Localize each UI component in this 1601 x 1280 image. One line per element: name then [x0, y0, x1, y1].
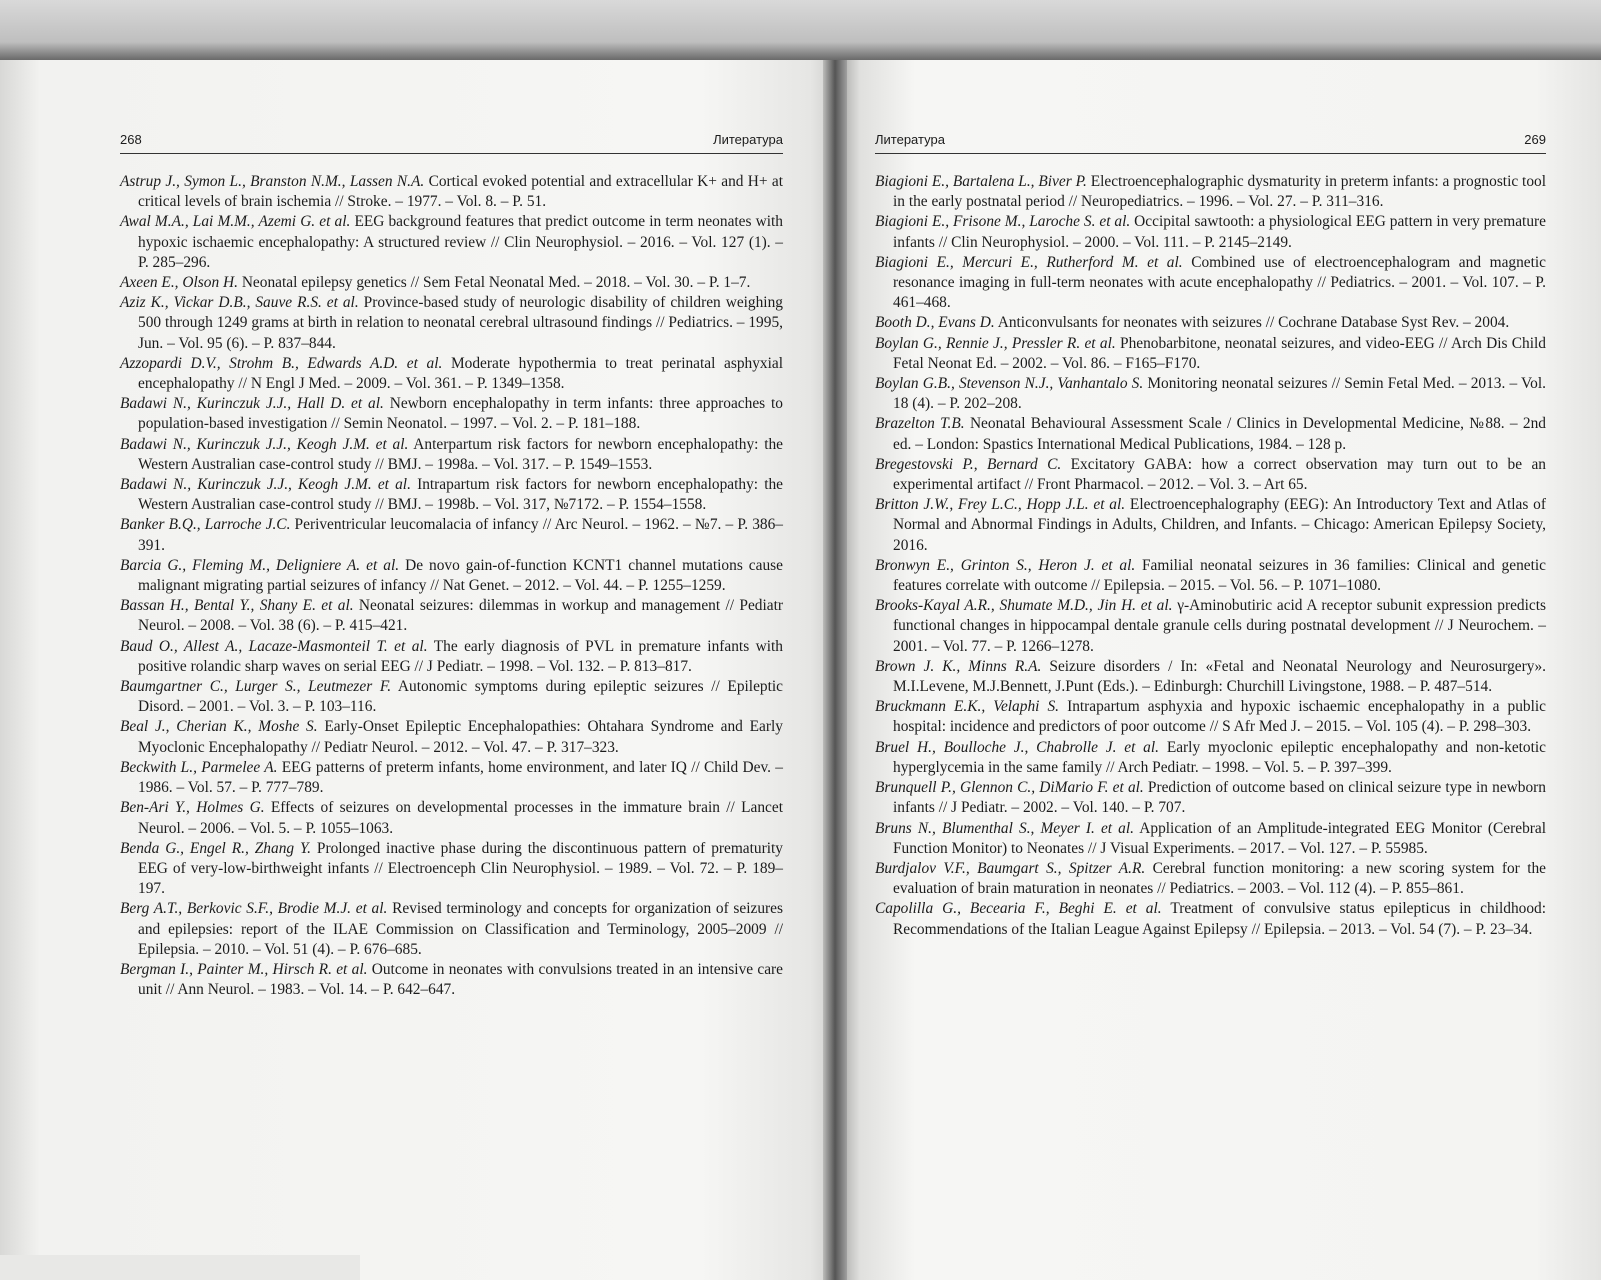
- reference-authors: Berg A.T., Berkovic S.F., Brodie M.J. et al.: [120, 900, 388, 918]
- reference-entry: [875, 697, 1546, 737]
- reference-entry: [875, 374, 1546, 414]
- reference-entry: [120, 596, 783, 636]
- reference-text: Cortical evoked potential and extracellular K+ and H+ at critical levels of brain ischemia // Stroke. – 1977. – Vol. 8. – P. 51.: [138, 173, 783, 211]
- reference-entry: [120, 798, 783, 838]
- reference-text: EEG patterns of preterm infants, home environment, and later IQ // Child Dev. – 1986. – Vol. 57. – P. 777–789.: [138, 758, 783, 797]
- reference-authors: Bergman I., Painter M., Hirsch R. et al.: [120, 960, 368, 978]
- reference-entry: [875, 657, 1546, 697]
- reference-entry: [120, 354, 783, 394]
- reference-text: γ-Aminobutiric acid A receptor subunit expression predicts functional changes in hippocampal dentale granule cells during postnatal development // J Neurochem. – 2001. – Vol. 77. – P. 1266–1278.: [893, 597, 1546, 655]
- reference-authors: Baud O., Allest A., Lacaze-Masmonteil T. et al.: [120, 637, 428, 655]
- reference-entry: [120, 556, 783, 596]
- reference-text: Neonatal Behavioural Assessment Scale / Clinics in Developmental Medicine, №88. – 2nd ed. – London: Spastics International Medical Publications, 1984. – 128 p.: [893, 415, 1546, 453]
- page-number: 269: [1524, 132, 1546, 147]
- reference-text: Prediction of outcome based on clinical seizure type in newborn infants // J Pediatr. – 2002. – Vol. 140. – P. 707.: [893, 779, 1546, 817]
- reference-authors: Biagioni E., Mercuri E., Rutherford M. et al.: [875, 253, 1183, 271]
- reference-entry: [120, 475, 783, 515]
- running-head: [875, 132, 1546, 154]
- reference-entry: [875, 313, 1546, 333]
- reference-authors: Bruns N., Blumenthal S., Meyer I. et al.: [875, 819, 1135, 837]
- reference-text: Neonatal epilepsy genetics // Sem Fetal Neonatal Med. – 2018. – Vol. 30. – P. 1–7.: [237, 274, 751, 292]
- reference-entry: [875, 859, 1546, 899]
- reference-text: Phenobarbitone, neonatal seizures, and video-EEG // Arch Dis Child Fetal Neonat Ed. – 2002. – Vol. 86. – F165–F170.: [893, 334, 1546, 372]
- reference-text: Combined use of electroencephalogram and magnetic resonance imaging in full-term neonates with acute encephalopathy // Pediatrics. – 2001. – Vol. 107. – P. 461–468.: [893, 253, 1546, 312]
- reference-text: Early myoclonic epileptic encephalopathy and non-ketotic hyperglycemia in the same family // Arch Pediatr. – 1998. – Vol. 5. – P. 397–399.: [893, 738, 1547, 776]
- reference-entry: [120, 172, 783, 212]
- reference-text: De novo gain-of-function KCNT1 channel mutations cause malignant migrating partial seizures of infancy // Nat Genet. – 2012. – Vol. 44. – P. 1255–1259.: [138, 556, 783, 595]
- reference-authors: Brown J. K., Minns R.A.: [875, 657, 1042, 675]
- reference-authors: Bregestovski P., Bernard C.: [875, 455, 1062, 473]
- reference-text: Occipital sawtooth: a physiological EEG pattern in very premature infants // Clin Neurophysiol. – 2000. – Vol. 111. – P. 2145–2149.: [893, 213, 1546, 251]
- reference-authors: Banker B.Q., Larroche J.C.: [120, 516, 291, 534]
- reference-authors: Boylan G.B., Stevenson N.J., Vanhantalo S.: [875, 375, 1144, 393]
- reference-text: Province-based study of neurologic disability of children weighing 500 through 1249 grams at birth in relation to neonatal cerebral ultrasound findings // Pediatrics. – 1995, Jun. – Vol. 95 (6). – P. 837–844.: [138, 294, 783, 352]
- reference-authors: Biagioni E., Frisone M., Laroche S. et al.: [875, 213, 1131, 231]
- reference-authors: Capolilla G., Becearia F., Beghi E. et al.: [875, 900, 1162, 918]
- reference-entry: [875, 556, 1546, 596]
- reference-authors: Beckwith L., Parmelee A.: [120, 758, 278, 776]
- reference-text: Periventricular leucomalacia of infancy // Arc Neurol. – 1962. – №7. – P. 386–391.: [138, 516, 783, 554]
- reference-entry: [875, 778, 1546, 818]
- reference-authors: Burdjalov V.F., Baumgart S., Spitzer A.R.: [875, 859, 1146, 877]
- reference-text: Excitatory GABA: how a correct observation may turn out to be an experimental artifact // Front Pharmacol. – 2012. – Vol. 3. – Art 65.: [893, 455, 1546, 494]
- right-page: [835, 60, 1601, 1280]
- reference-text: Newborn encephalopathy in term infants: three approaches to population-based investigation // Semin Neonatol. – 1997. – Vol. 2. – P. 181–188.: [138, 395, 783, 433]
- reference-entry: [875, 253, 1546, 314]
- reference-text: Effects of seizures on developmental processes in the immature brain // Lancet Neurol. – 2006. – Vol. 5. – P. 1055–1063.: [138, 799, 783, 837]
- reference-text: Early-Onset Epileptic Encephalopathies: Ohtahara Syndrome and Early Myoclonic Encephalopathy // Pediatr Neurol. – 2012. – Vol. 47. – P. 317–323.: [138, 718, 783, 756]
- reference-entry: [875, 334, 1546, 374]
- reference-authors: Brunquell P., Glennon C., DiMario F. et al.: [875, 779, 1144, 797]
- reference-authors: Bruel H., Boulloche J., Chabrolle J. et al.: [875, 738, 1160, 756]
- reference-text: Electroencephalographic dysmaturity in preterm infants: a prognostic tool in the early postnatal period // Neuropediatrics. – 1996. – Vol. 27. – P. 311–316.: [893, 173, 1547, 211]
- reference-authors: Axeen E., Olson H.: [120, 274, 238, 292]
- reference-entry: [120, 839, 783, 900]
- reference-authors: Astrup J., Symon L., Branston N.M., Lassen N.A.: [120, 173, 425, 190]
- reference-authors: Brooks-Kayal A.R., Shumate M.D., Jin H. et al.: [875, 597, 1173, 615]
- reference-authors: Badawi N., Kurinczuk J.J., Hall D. et al.: [120, 395, 384, 413]
- reference-entry: [120, 960, 783, 1000]
- reference-entry: [120, 899, 783, 960]
- reference-entry: [120, 293, 783, 354]
- reference-list: [120, 172, 783, 1000]
- reference-text: Outcome in neonates with convulsions treated in an intensive care unit // Ann Neurol. – 1983. – Vol. 14. – P. 642–647.: [138, 960, 784, 999]
- reference-text: Monitoring neonatal seizures // Semin Fetal Med. – 2013. – Vol. 18 (4). – P. 202–208.: [893, 375, 1546, 413]
- reference-list: [875, 172, 1546, 940]
- reference-text: Intrapartum risk factors for newborn encephalopathy: the Western Australian case-control study // BMJ. – 1998b. – Vol. 317, №7172. – P. 1554–1558.: [138, 476, 783, 514]
- reference-entry: [875, 455, 1546, 495]
- reference-text: Familial neonatal seizures in 36 families: Clinical and genetic features correlate with outcome // Epilepsia. – 2015. – Vol. 56. – P. 1071–1080.: [893, 556, 1546, 595]
- reference-entry: [875, 596, 1546, 657]
- section-title: Литература: [875, 132, 945, 147]
- reference-entry: [120, 273, 783, 293]
- reference-authors: Beal J., Cherian K., Moshe S.: [120, 718, 318, 736]
- section-title: Литература: [713, 132, 783, 147]
- reference-authors: Aziz K., Vickar D.B., Sauve R.S. et al.: [120, 294, 359, 312]
- reference-text: Cerebral function monitoring: a new scoring system for the evaluation of brain maturation in neonates // Pediatrics. – 2003. – Vol. 112 (4). – P. 855–861.: [893, 859, 1546, 898]
- scan-edge: [0, 1255, 360, 1280]
- reference-entry: [875, 212, 1546, 252]
- left-page: [0, 60, 835, 1280]
- reference-text: Prolonged inactive phase during the discontinuous pattern of prematurity EEG of very-low-birthweight infants // Electroenceph Clin Neurophysiol. – 1989. – Vol. 72. – P. 189–197.: [138, 839, 783, 898]
- reference-authors: Boylan G., Rennie J., Pressler R. et al.: [875, 334, 1116, 352]
- reference-authors: Biagioni E., Bartalena L., Biver P.: [875, 173, 1087, 190]
- reference-text: Autonomic symptoms during epileptic seizures // Epileptic Disord. – 2001. – Vol. 3. – P. 103–116.: [138, 678, 783, 716]
- reference-authors: Benda G., Engel R., Zhang Y.: [120, 839, 311, 857]
- reference-entry: [875, 738, 1546, 778]
- reference-text: Seizure disorders / In: «Fetal and Neonatal Neurology and Neurosurgery». M.I.Levene, M.J.Bennett, J.Punt (Eds.). – Edinburgh: Churchill Livingstone, 1988. – P. 487–514.: [893, 657, 1547, 696]
- reference-authors: Bassan H., Bental Y., Shany E. et al.: [120, 597, 354, 615]
- book-gutter: [823, 60, 847, 1280]
- reference-text: Anticonvulsants for neonates with seizures // Cochrane Database Syst Rev. – 2004.: [994, 314, 1510, 332]
- reference-authors: Bronwyn E., Grinton S., Heron J. et al.: [875, 556, 1136, 574]
- reference-entry: [120, 677, 783, 717]
- reference-entry: [120, 637, 783, 677]
- reference-text: Revised terminology and concepts for organization of seizures and epilepsies: report of the ILAE Commission on Classification and Terminology, 2005–2009 // Epilepsia. – 2010. – Vol. 51 (4). – P. 676–685.: [138, 900, 783, 958]
- reference-authors: Ben-Ari Y., Holmes G.: [120, 799, 265, 817]
- reference-entry: [875, 495, 1546, 556]
- reference-text: Intrapartum asphyxia and hypoxic ischaemic encephalopathy in a public hospital: incidence and predictors of poor outcome // S Afr Med J. – 2015. – Vol. 105 (4). – P. 298–303.: [893, 698, 1546, 736]
- reference-authors: Awal M.A., Lai M.M., Azemi G. et al.: [120, 213, 351, 231]
- reference-authors: Badawi N., Kurinczuk J.J., Keogh J.M. et al.: [120, 435, 409, 453]
- reference-text: Anterpartum risk factors for newborn encephalopathy: the Western Australian case-control study // BMJ. – 1998a. – Vol. 317. – P. 1549–1553.: [138, 435, 783, 473]
- reference-text: Electroencephalography (EEG): An Introductory Text and Atlas of Normal and Abnormal Findings in Adults, Children, and Infants. – Chicago: American Epilepsy Society, 2016.: [893, 496, 1546, 554]
- reference-entry: [875, 172, 1546, 212]
- reference-text: EEG background features that predict outcome in term neonates with hypoxic ischaemic encephalopathy: A structured review // Clin Neurophysiol. – 2016. – Vol. 127 (1). – P. 285–296.: [138, 213, 783, 271]
- page-number: 268: [120, 132, 142, 147]
- reference-text: Neonatal seizures: dilemmas in workup and management // Pediatr Neurol. – 2008. – Vol. 38 (6). – P. 415–421.: [138, 597, 784, 635]
- reference-entry: [875, 819, 1546, 859]
- running-head: [120, 132, 783, 154]
- reference-entry: [875, 899, 1546, 939]
- reference-entry: [120, 717, 783, 757]
- reference-text: Application of an Amplitude-integrated EEG Monitor (Cerebral Function Monitor) to Neonates // J Visual Experiments. – 2017. – Vol. 127. – P. 55985.: [893, 819, 1547, 857]
- reference-authors: Bruckmann E.K., Velaphi S.: [875, 698, 1060, 716]
- reference-entry: [875, 414, 1546, 454]
- reference-entry: [120, 212, 783, 273]
- reference-authors: Badawi N., Kurinczuk J.J., Keogh J.M. et al.: [120, 476, 411, 494]
- reference-authors: Britton J.W., Frey L.C., Hopp J.L. et al.: [875, 496, 1126, 514]
- reference-entry: [120, 515, 783, 555]
- reference-authors: Barcia G., Fleming M., Deligniere A. et al.: [120, 556, 400, 574]
- reference-entry: [120, 758, 783, 798]
- reference-authors: Baumgartner C., Lurger S., Leutmezer F.: [120, 678, 392, 696]
- reference-text: Moderate hypothermia to treat perinatal asphyxial encephalopathy // N Engl J Med. – 2009. – Vol. 361. – P. 1349–1358.: [138, 354, 784, 393]
- reference-text: Treatment of convulsive status epilepticus in childhood: Recommendations of the Italian League Against Epilepsy // Epilepsia. – 2013. – Vol. 54 (7). – P. 23–34.: [893, 900, 1546, 938]
- reference-authors: Booth D., Evans D.: [875, 314, 995, 332]
- reference-text: The early diagnosis of PVL in premature infants with positive rolandic sharp waves on serial EEG // J Pediatr. – 1998. – Vol. 132. – P. 813–817.: [138, 637, 783, 675]
- reference-entry: [120, 435, 783, 475]
- reference-authors: Azzopardi D.V., Strohm B., Edwards A.D. et al.: [120, 354, 443, 372]
- reference-authors: Brazelton T.B.: [875, 415, 965, 433]
- reference-entry: [120, 394, 783, 434]
